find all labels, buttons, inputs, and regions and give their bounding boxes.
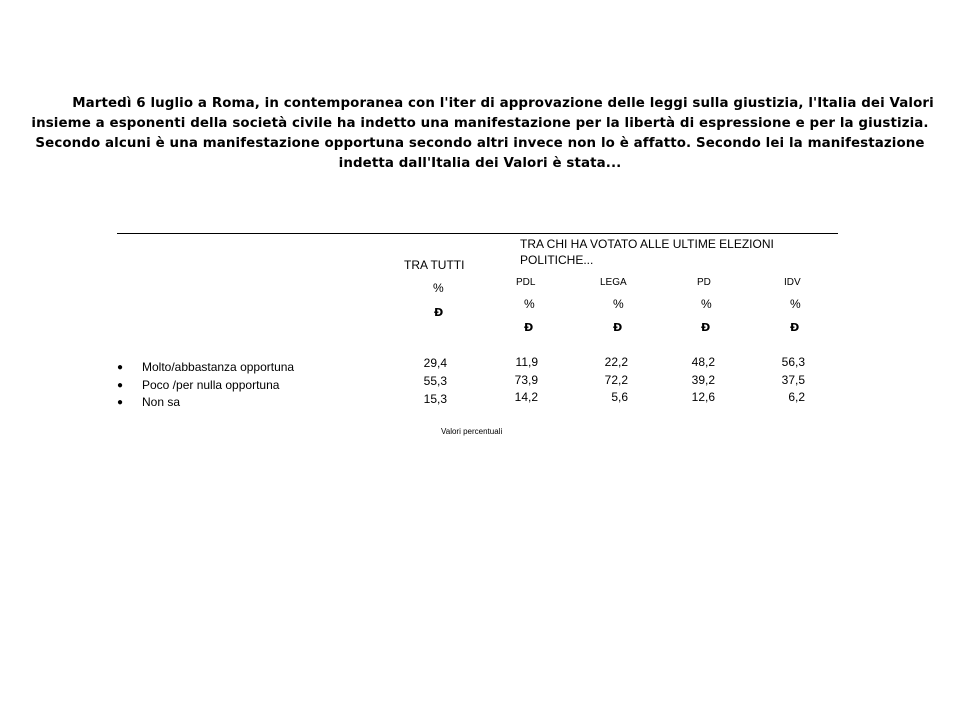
percent-all: % xyxy=(433,281,444,295)
cell-lega: 72,2 xyxy=(604,373,628,387)
percent-lega: % xyxy=(613,297,624,311)
row-label-opportuna: Molto/abbastanza opportuna xyxy=(142,360,295,374)
column-idv: IDV xyxy=(784,277,801,288)
column-pd: PD xyxy=(697,277,711,288)
cell-pd: 39,2 xyxy=(691,373,715,387)
row-label-non-sa: Non sa xyxy=(142,395,181,409)
percent-idv: % xyxy=(790,297,801,311)
question-line-4: indetta dall'Italia dei Valori è stata... xyxy=(338,156,622,171)
header-voters-group: TRA CHI HA VOTATO ALLE ULTIME ELEZIONI POLITICHE... xyxy=(520,237,774,267)
cell-all: 55,3 xyxy=(423,374,447,388)
percent-pd: % xyxy=(701,297,712,311)
footnote: Valori percentuali xyxy=(441,427,503,436)
arrow-icon: Ð xyxy=(434,306,444,319)
row-label-non-opportuna: Poco /per nulla opportuna xyxy=(142,378,280,392)
cell-pdl: 14,2 xyxy=(514,390,538,404)
percent-pdl: % xyxy=(524,297,535,311)
arrow-icon: Ð xyxy=(613,321,623,334)
bullet-icon: ● xyxy=(117,362,124,373)
column-lega: LEGA xyxy=(600,277,627,288)
cell-idv: 56,3 xyxy=(781,355,805,369)
column-pdl: PDL xyxy=(516,277,536,288)
cell-pd: 48,2 xyxy=(691,355,715,369)
question-line-2: insieme a esponenti della società civile ha indetto una manifestazione per la libertà di espressione e per la giustizia. xyxy=(31,116,929,131)
cell-all: 29,4 xyxy=(423,356,447,370)
cell-idv: 6,2 xyxy=(788,390,805,404)
cell-lega: 22,2 xyxy=(604,355,628,369)
cell-pdl: 11,9 xyxy=(515,355,538,369)
cell-pdl: 73,9 xyxy=(514,373,538,387)
bullet-icon: ● xyxy=(117,397,124,408)
cell-idv: 37,5 xyxy=(781,373,805,387)
question-line-3: Secondo alcuni è una manifestazione opportuna secondo altri invece non lo è affatto. Secondo lei la manifestazione xyxy=(35,136,925,151)
question-line-1: Martedì 6 luglio a Roma, in contemporanea con l'iter di approvazione delle leggi sulla giustizia, l'Italia dei Valori xyxy=(72,96,934,111)
arrow-icon: Ð xyxy=(524,321,534,334)
arrow-icon: Ð xyxy=(701,321,711,334)
cell-pd: 12,6 xyxy=(691,390,715,404)
cell-lega: 5,6 xyxy=(611,390,628,404)
bullet-icon: ● xyxy=(117,380,124,391)
cell-all: 15,3 xyxy=(423,392,447,406)
arrow-icon: Ð xyxy=(790,321,800,334)
header-all: TRA TUTTI xyxy=(404,258,465,272)
